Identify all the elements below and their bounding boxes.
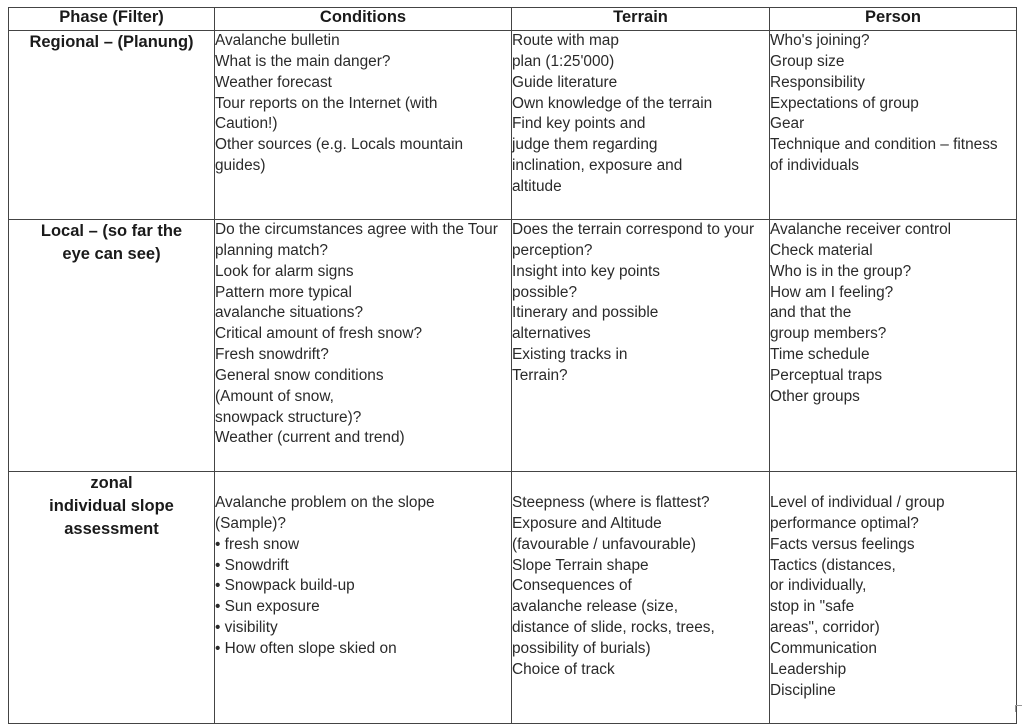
person-line: or individually, — [770, 577, 867, 595]
terrain-line: Exposure and Altitude — [512, 514, 662, 532]
person-line: How am I feeling? — [770, 283, 894, 301]
page-corner-mark — [1015, 705, 1022, 712]
person-cell-zonal — [770, 472, 1017, 724]
conditions-line: Fresh snowdrift? — [215, 346, 329, 364]
terrain-line: alternatives — [512, 325, 591, 343]
terrain-cell-zonal — [512, 472, 770, 724]
conditions-line: Look for alarm signs — [215, 262, 354, 280]
terrain-line: Own knowledge of the terrain — [512, 94, 713, 112]
person-line: Who's joining? — [770, 32, 870, 49]
person-line: Gear — [770, 115, 805, 133]
conditions-cell-regional — [215, 31, 512, 220]
terrain-line: Terrain? — [512, 366, 568, 384]
person-cell-local — [770, 220, 1017, 472]
table-row-regional — [9, 31, 1017, 220]
person-line: Tactics (distances, — [770, 556, 896, 574]
terrain-line: Insight into key points — [512, 262, 661, 280]
conditions-line: Pattern more typical — [215, 283, 352, 301]
phase-cell-local — [9, 220, 215, 472]
terrain-line: altitude — [512, 177, 562, 195]
terrain-line: Guide literature — [512, 73, 618, 91]
terrain-line: Find key points and — [512, 115, 646, 133]
terrain-line: plan (1:25'000) — [512, 52, 615, 70]
conditions-bullet: • fresh snow — [215, 535, 300, 553]
person-line: and that the — [770, 304, 852, 322]
terrain-line: Itinerary and possible — [512, 304, 659, 322]
person-line: group members? — [770, 325, 887, 343]
header-conditions: Conditions — [215, 8, 512, 31]
planning-table — [8, 7, 1017, 724]
conditions-line: Weather forecast — [215, 73, 332, 91]
terrain-line: Route with map — [512, 32, 619, 49]
terrain-line: Steepness (where is flattest? — [512, 494, 710, 511]
conditions-line: What is the main danger? — [215, 52, 391, 70]
person-line: Level of individual / group — [770, 494, 945, 511]
conditions-line: guides) — [215, 157, 266, 175]
terrain-line: Choice of track — [512, 660, 615, 678]
person-line: Perceptual traps — [770, 366, 883, 384]
phase-cell-regional — [9, 31, 215, 220]
conditions-line: (Sample)? — [215, 514, 286, 532]
conditions-line: Do the circumstances agree with the Tour — [215, 221, 498, 238]
terrain-line: distance of slide, rocks, trees, — [512, 619, 715, 637]
conditions-line: Critical amount of fresh snow? — [215, 325, 423, 343]
person-line: Avalanche receiver control — [770, 221, 952, 238]
conditions-bullet: • Sun exposure — [215, 598, 320, 616]
terrain-line: inclination, exposure and — [512, 157, 683, 175]
conditions-cell-local — [215, 220, 512, 472]
header-phase: Phase (Filter) — [9, 8, 215, 31]
conditions-line: Caution!) — [215, 115, 278, 133]
conditions-line: avalanche situations? — [215, 304, 364, 322]
terrain-line: perception? — [512, 241, 593, 259]
person-line: Expectations of group — [770, 94, 919, 112]
header-person: Person — [770, 8, 1017, 31]
person-line: Discipline — [770, 681, 836, 699]
terrain-line: possibility of burials) — [512, 639, 651, 657]
person-line: Leadership — [770, 660, 847, 678]
phase-cell-zonal — [9, 472, 215, 724]
phase-label-line: assessment — [64, 520, 159, 538]
conditions-bullet: • How often slope skied on — [215, 639, 397, 657]
phase-label-line: Local – (so far the — [40, 222, 183, 240]
terrain-line: possible? — [512, 283, 578, 301]
header-row — [9, 8, 1017, 31]
person-line: Check material — [770, 241, 873, 259]
conditions-bullet: • Snowpack build-up — [215, 577, 355, 595]
person-line: of individuals — [770, 157, 859, 175]
conditions-line: Weather (current and trend) — [215, 429, 405, 447]
conditions-line: (Amount of snow, — [215, 387, 334, 405]
conditions-line: Tour reports on the Internet (with — [215, 94, 438, 112]
phase-label-line: eye can see) — [62, 245, 161, 263]
person-line: Time schedule — [770, 346, 870, 364]
person-line: Communication — [770, 639, 877, 657]
person-line: Facts versus feelings — [770, 535, 915, 553]
header-terrain: Terrain — [512, 8, 770, 31]
terrain-line: Slope Terrain shape — [512, 556, 649, 574]
person-line: Technique and condition – fitness — [770, 136, 998, 154]
person-line: Other groups — [770, 387, 860, 405]
person-line: stop in "safe — [770, 598, 855, 616]
terrain-line: Consequences of — [512, 577, 632, 595]
conditions-bullet: • Snowdrift — [215, 556, 289, 574]
conditions-line: Other sources (e.g. Locals mountain — [215, 136, 464, 154]
conditions-line: planning match? — [215, 241, 328, 259]
phase-label-line: individual slope — [49, 497, 174, 515]
person-line: areas", corridor) — [770, 619, 880, 637]
conditions-line: Avalanche bulletin — [215, 32, 340, 49]
terrain-line: avalanche release (size, — [512, 598, 678, 616]
table-row-local — [9, 220, 1017, 472]
terrain-line: Existing tracks in — [512, 346, 628, 364]
table-row-zonal — [9, 472, 1017, 724]
person-line: Who is in the group? — [770, 262, 912, 280]
conditions-cell-zonal — [215, 472, 512, 724]
person-cell-regional — [770, 31, 1017, 220]
conditions-bullet: • visibility — [215, 619, 278, 637]
terrain-line: (favourable / unfavourable) — [512, 535, 696, 553]
terrain-line: judge them regarding — [512, 136, 658, 154]
person-line: Group size — [770, 52, 845, 70]
terrain-cell-local — [512, 220, 770, 472]
conditions-line: General snow conditions — [215, 366, 384, 384]
terrain-line: Does the terrain correspond to your — [512, 221, 755, 238]
conditions-line: Avalanche problem on the slope — [215, 494, 435, 511]
terrain-cell-regional — [512, 31, 770, 220]
person-line: performance optimal? — [770, 514, 919, 532]
phase-label: Regional – (Planung) — [29, 33, 194, 51]
phase-label-line: zonal — [90, 474, 133, 492]
person-line: Responsibility — [770, 73, 865, 91]
conditions-line: snowpack structure)? — [215, 408, 362, 426]
